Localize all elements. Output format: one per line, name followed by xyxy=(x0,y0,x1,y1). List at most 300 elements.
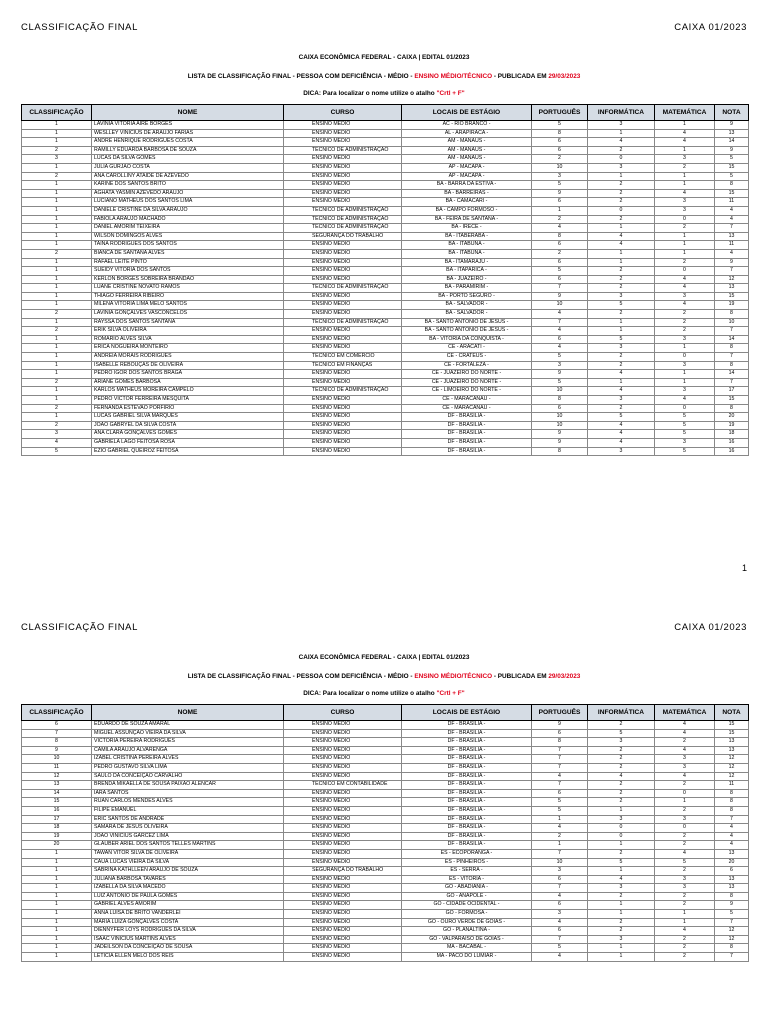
document-title: CAIXA ECONÔMICA FEDERAL - CAIXA | EDITAL 01/2023 xyxy=(298,654,470,661)
cell-nota: 8 xyxy=(715,892,749,901)
cell-nota: 12 xyxy=(715,755,749,764)
cell-curso: ENSINO MÉDIO xyxy=(284,884,402,893)
cell-nome: JULIA GURJÃO COSTA xyxy=(92,163,284,172)
cell-classificacao: 19 xyxy=(22,832,92,841)
cell-local: CE - FORTALEZA - xyxy=(402,361,532,370)
cell-classificacao: 1 xyxy=(22,918,92,927)
cell-matematica: 3 xyxy=(655,335,715,344)
cell-informatica: 2 xyxy=(588,404,655,413)
cell-nota: 8 xyxy=(715,361,749,370)
cell-informatica: 4 xyxy=(588,232,655,241)
cell-local: DF - BRASILIA - xyxy=(402,763,532,772)
cell-classificacao: 15 xyxy=(22,798,92,807)
cell-nome: THIAGO FERREIRA RIBEIRO xyxy=(92,292,284,301)
cell-nome: FABIOLA ARAUJO MACHADO xyxy=(92,215,284,224)
cell-informatica: 1 xyxy=(588,901,655,910)
cell-nota: 8 xyxy=(715,404,749,413)
cell-nota: 15 xyxy=(715,729,749,738)
cell-classificacao: 1 xyxy=(22,335,92,344)
cell-local: GO - PLANALTINA - xyxy=(402,927,532,936)
cell-informatica: 3 xyxy=(588,163,655,172)
table-row xyxy=(22,224,749,233)
cell-classificacao: 1 xyxy=(22,849,92,858)
cell-nota: 13 xyxy=(715,738,749,747)
cell-nome: BIANCA DE SANTANA ALVES xyxy=(92,249,284,258)
table-row xyxy=(22,849,749,858)
cell-informatica: 2 xyxy=(588,353,655,362)
table-row xyxy=(22,241,749,250)
cell-nota: 9 xyxy=(715,146,749,155)
cell-informatica: 2 xyxy=(588,918,655,927)
table-row xyxy=(22,353,749,362)
cell-nota: 17 xyxy=(715,387,749,396)
col-header-classificacao: CLASSIFICAÇÃO xyxy=(22,705,92,721)
cell-classificacao: 2 xyxy=(22,327,92,336)
cell-matematica: 2 xyxy=(655,867,715,876)
cell-local: CE - JUAZEIRO DO NORTE - xyxy=(402,370,532,379)
cell-portugues: 6 xyxy=(532,404,588,413)
cell-curso: TÉCNICO DE ADMINISTRAÇÃO xyxy=(284,318,402,327)
cell-curso: ENSINO MÉDIO xyxy=(284,335,402,344)
cell-curso: ENSINO MÉDIO xyxy=(284,138,402,147)
cell-nome: PEDRO GUSTAVO SILVA LIMA xyxy=(92,763,284,772)
cell-local: BA - CAMPO FORMOSO - xyxy=(402,206,532,215)
table-row xyxy=(22,189,749,198)
cell-classificacao: 20 xyxy=(22,841,92,850)
cell-matematica: 3 xyxy=(655,755,715,764)
cell-portugues: 5 xyxy=(532,121,588,130)
cell-nota: 11 xyxy=(715,241,749,250)
cell-curso: ENSINO MÉDIO xyxy=(284,438,402,447)
cell-nome: DANIELE CRISTINE DA SILVA ARAUJO xyxy=(92,206,284,215)
cell-nota: 12 xyxy=(715,935,749,944)
cell-classificacao: 1 xyxy=(22,284,92,293)
cell-nota: 20 xyxy=(715,413,749,422)
cell-classificacao: 1 xyxy=(22,953,92,962)
cell-local: BA - SALVADOR - xyxy=(402,310,532,319)
cell-nome: RAMILLY EDUARDA BARBOSA DE SOUZA xyxy=(92,146,284,155)
cell-nota: 8 xyxy=(715,789,749,798)
cell-classificacao: 5 xyxy=(22,447,92,456)
cell-classificacao: 2 xyxy=(22,146,92,155)
cell-nota: 15 xyxy=(715,396,749,405)
cell-portugues: 4 xyxy=(532,918,588,927)
cell-matematica: 3 xyxy=(655,198,715,207)
cell-nota: 13 xyxy=(715,284,749,293)
cell-curso: ENSINO MÉDIO xyxy=(284,858,402,867)
cell-informatica: 4 xyxy=(588,370,655,379)
cell-nome: GABRIEL ALVES AMORIM xyxy=(92,901,284,910)
cell-matematica: 1 xyxy=(655,172,715,181)
cell-nome: GLAUBER ARIEL DOS SANTOS TELLES MARTINS xyxy=(92,841,284,850)
cell-curso: ENSINO MÉDIO xyxy=(284,275,402,284)
cell-curso: ENSINO MÉDIO xyxy=(284,721,402,730)
cell-matematica: 5 xyxy=(655,858,715,867)
table-row xyxy=(22,721,749,730)
table-row xyxy=(22,953,749,962)
cell-nota: 7 xyxy=(715,953,749,962)
cell-classificacao: 1 xyxy=(22,344,92,353)
cell-informatica: 2 xyxy=(588,310,655,319)
cell-nota: 7 xyxy=(715,353,749,362)
cell-classificacao: 1 xyxy=(22,241,92,250)
cell-nome: MILENA VITÓRIA LIMA MELO SANTOS xyxy=(92,301,284,310)
cell-nome: ROMARIO ALVES SILVA xyxy=(92,335,284,344)
cell-nota: 9 xyxy=(715,258,749,267)
table-row xyxy=(22,206,749,215)
cell-local: ES - VITORIA - xyxy=(402,875,532,884)
cell-informatica: 3 xyxy=(588,292,655,301)
document-page-2 xyxy=(0,600,768,1024)
cell-curso: ENSINO MÉDIO xyxy=(284,172,402,181)
cell-curso: ENSINO MÉDIO xyxy=(284,198,402,207)
cell-matematica: 4 xyxy=(655,729,715,738)
cell-curso: SEGURANÇA DO TRABALHO xyxy=(284,867,402,876)
cell-classificacao: 1 xyxy=(22,884,92,893)
cell-curso: ENSINO MÉDIO xyxy=(284,875,402,884)
table-row xyxy=(22,892,749,901)
cell-matematica: 3 xyxy=(655,763,715,772)
cell-classificacao: 3 xyxy=(22,430,92,439)
cell-curso: ENSINO MÉDIO xyxy=(284,901,402,910)
cell-nota: 13 xyxy=(715,884,749,893)
table-row xyxy=(22,301,749,310)
cell-portugues: 10 xyxy=(532,421,588,430)
cell-nome: LUCAS GABRIEL SILVA MARQUES xyxy=(92,413,284,422)
table-row xyxy=(22,181,749,190)
table-row xyxy=(22,249,749,258)
cell-local: BA - ITABUNA - xyxy=(402,249,532,258)
cell-classificacao: 2 xyxy=(22,404,92,413)
cell-classificacao: 1 xyxy=(22,121,92,130)
cell-portugues: 7 xyxy=(532,746,588,755)
cell-nome: RAYSSA DOS SANTOS SANTANA xyxy=(92,318,284,327)
cell-informatica: 3 xyxy=(588,121,655,130)
cell-matematica: 2 xyxy=(655,258,715,267)
cell-local: BA - ITABUNA - xyxy=(402,241,532,250)
cell-matematica: 2 xyxy=(655,318,715,327)
cell-informatica: 3 xyxy=(588,447,655,456)
cell-matematica: 2 xyxy=(655,892,715,901)
table-row xyxy=(22,378,749,387)
cell-local: DF - BRASILIA - xyxy=(402,772,532,781)
cell-curso: ENSINO MÉDIO xyxy=(284,327,402,336)
cell-curso: TÉCNICO DE ADMINISTRAÇÃO xyxy=(284,224,402,233)
cell-nota: 8 xyxy=(715,310,749,319)
cell-nome: LUCAS DA SILVA GOMES xyxy=(92,155,284,164)
cell-nome: EDUARDO DE SOUZA AMARAL xyxy=(92,721,284,730)
cell-nota: 6 xyxy=(715,867,749,876)
table-row xyxy=(22,858,749,867)
cell-matematica: 1 xyxy=(655,121,715,130)
cell-curso: TÉCNICO DE ADMINISTRAÇÃO xyxy=(284,387,402,396)
cell-local: DF - BRASILIA - xyxy=(402,832,532,841)
cell-classificacao: 9 xyxy=(22,746,92,755)
cell-nome: ERICA NOGUEIRA MONTEIRO xyxy=(92,344,284,353)
cell-curso: ENSINO MÉDIO xyxy=(284,301,402,310)
cell-portugues: 4 xyxy=(532,310,588,319)
col-header-nota: NOTA xyxy=(715,105,749,121)
cell-nome: CAMILA ARAUJO ALVARENGA xyxy=(92,746,284,755)
cell-local: CE - JUAZEIRO DO NORTE - xyxy=(402,378,532,387)
cell-local: DF - BRASILIA - xyxy=(402,806,532,815)
cell-classificacao: 13 xyxy=(22,781,92,790)
cell-curso: ENSINO MÉDIO xyxy=(284,841,402,850)
table-row xyxy=(22,935,749,944)
cell-curso: ENSINO MÉDIO xyxy=(284,824,402,833)
cell-informatica: 0 xyxy=(588,824,655,833)
cell-nota: 9 xyxy=(715,121,749,130)
cell-nome: ISAAC VINICIUS MARTINS ALVES xyxy=(92,935,284,944)
cell-portugues: 7 xyxy=(532,763,588,772)
cell-portugues: 8 xyxy=(532,738,588,747)
cell-nome: PEDRO IGOR DOS SANTOS BRAGA xyxy=(92,370,284,379)
cell-portugues: 8 xyxy=(532,396,588,405)
table-row xyxy=(22,763,749,772)
cell-nota: 14 xyxy=(715,138,749,147)
table-row xyxy=(22,421,749,430)
cell-portugues: 5 xyxy=(532,353,588,362)
cell-nota: 14 xyxy=(715,370,749,379)
cell-nota: 7 xyxy=(715,378,749,387)
cell-matematica: 2 xyxy=(655,224,715,233)
cell-informatica: 2 xyxy=(588,789,655,798)
table-row xyxy=(22,772,749,781)
cell-nome: ERIK SILVA OLIVEIRA xyxy=(92,327,284,336)
cell-local: DF - BRASILIA - xyxy=(402,746,532,755)
cell-classificacao: 1 xyxy=(22,189,92,198)
cell-classificacao: 2 xyxy=(22,421,92,430)
cell-local: DF - BRASILIA - xyxy=(402,789,532,798)
cell-informatica: 1 xyxy=(588,910,655,919)
cell-matematica: 5 xyxy=(655,447,715,456)
cell-local: BA - SANTO ANTONIO DE JESUS - xyxy=(402,327,532,336)
cell-portugues: 3 xyxy=(532,867,588,876)
table-row xyxy=(22,370,749,379)
cell-matematica: 0 xyxy=(655,404,715,413)
cell-nota: 13 xyxy=(715,232,749,241)
cell-nota: 7 xyxy=(715,224,749,233)
col-header-informatica: INFORMÁTICA xyxy=(588,705,655,721)
table-row xyxy=(22,387,749,396)
cell-nota: 11 xyxy=(715,781,749,790)
cell-nome: SAMARA DE JESUS OLIVEIRA xyxy=(92,824,284,833)
cell-portugues: 6 xyxy=(532,275,588,284)
cell-classificacao: 1 xyxy=(22,927,92,936)
cell-portugues: 4 xyxy=(532,892,588,901)
cell-curso: ENSINO MÉDIO xyxy=(284,944,402,953)
cell-classificacao: 1 xyxy=(22,129,92,138)
table-row xyxy=(22,447,749,456)
cell-portugues: 5 xyxy=(532,798,588,807)
cell-portugues: 7 xyxy=(532,318,588,327)
cell-local: AM - MANAUS - xyxy=(402,146,532,155)
cell-nome: CAUÃ LUCAS VIEIRA DA SILVA xyxy=(92,858,284,867)
table-row xyxy=(22,335,749,344)
table-row xyxy=(22,824,749,833)
table-row xyxy=(22,163,749,172)
cell-nome: TAWAN VITOR SILVA DE OLIVEIRA xyxy=(92,849,284,858)
cell-classificacao: 14 xyxy=(22,789,92,798)
cell-curso: ENSINO MÉDIO xyxy=(284,755,402,764)
cell-local: BA - ITABERABA - xyxy=(402,232,532,241)
cell-classificacao: 1 xyxy=(22,387,92,396)
cell-matematica: 2 xyxy=(655,806,715,815)
cell-nome: IZABEL CRISTINA PEREIRA ALVES xyxy=(92,755,284,764)
cell-classificacao: 1 xyxy=(22,181,92,190)
cell-local: CE - ARACATI - xyxy=(402,344,532,353)
cell-informatica: 2 xyxy=(588,181,655,190)
cell-informatica: 2 xyxy=(588,198,655,207)
cell-nota: 18 xyxy=(715,430,749,439)
cell-nome: MARIA LUIZA GONÇALVES COSTA xyxy=(92,918,284,927)
table-row xyxy=(22,413,749,422)
cell-nome: RUAN CARLOS MENDES ALVES xyxy=(92,798,284,807)
col-header-portugues: PORTUGUÊS xyxy=(532,105,588,121)
cell-matematica: 0 xyxy=(655,824,715,833)
cell-matematica: 3 xyxy=(655,292,715,301)
cell-local: DF - BRASILIA - xyxy=(402,841,532,850)
cell-informatica: 4 xyxy=(588,772,655,781)
cell-matematica: 3 xyxy=(655,387,715,396)
cell-curso: TÉCNICO DE ADMINISTRAÇÃO xyxy=(284,215,402,224)
cell-matematica: 1 xyxy=(655,232,715,241)
cell-curso: ENSINO MÉDIO xyxy=(284,738,402,747)
cell-classificacao: 1 xyxy=(22,267,92,276)
cell-nota: 4 xyxy=(715,841,749,850)
table-row xyxy=(22,875,749,884)
cell-nome: SABRINA KATHLLEEN ARAUJO DE SOUZA xyxy=(92,867,284,876)
cell-nome: GABRIELA LAGO FEITOSA ROSA xyxy=(92,438,284,447)
table-row xyxy=(22,944,749,953)
table-row xyxy=(22,215,749,224)
cell-portugues: 2 xyxy=(532,155,588,164)
cell-informatica: 5 xyxy=(588,301,655,310)
cell-local: BA - ITAPARICA - xyxy=(402,267,532,276)
cell-matematica: 3 xyxy=(655,206,715,215)
cell-nome: KARINE DOS SANTOS BRITO xyxy=(92,181,284,190)
cell-portugues: 5 xyxy=(532,267,588,276)
cell-matematica: 2 xyxy=(655,781,715,790)
table-row xyxy=(22,910,749,919)
cell-classificacao: 1 xyxy=(22,232,92,241)
col-header-matematica: MATEMÁTICA xyxy=(655,705,715,721)
cell-curso: ENSINO MÉDIO xyxy=(284,249,402,258)
cell-nota: 15 xyxy=(715,292,749,301)
page-header-edital: CAIXA 01/2023 xyxy=(674,22,747,33)
table-row xyxy=(22,232,749,241)
cell-curso: TÉCNICO EM FINANÇAS xyxy=(284,361,402,370)
cell-matematica: 1 xyxy=(655,918,715,927)
cell-classificacao: 1 xyxy=(22,901,92,910)
cell-matematica: 3 xyxy=(655,884,715,893)
table-row xyxy=(22,267,749,276)
cell-matematica: 4 xyxy=(655,721,715,730)
cell-classificacao: 8 xyxy=(22,738,92,747)
cell-nome: KARLOS MATHEUS MOREIRA CAMPELO xyxy=(92,387,284,396)
col-header-curso: CURSO xyxy=(284,105,402,121)
cell-curso: ENSINO MÉDIO xyxy=(284,163,402,172)
cell-curso: SEGURANÇA DO TRABALHO xyxy=(284,232,402,241)
cell-classificacao: 12 xyxy=(22,772,92,781)
document-subtitle: LISTA DE CLASSIFICAÇÃO FINAL - PESSOA COM DEFICIÊNCIA - MÉDIO - ENSINO MÉDIO/TÉCNICO - PUBLICADA EM 29/03/2023 xyxy=(187,73,581,80)
cell-classificacao: 2 xyxy=(22,310,92,319)
cell-local: GO - CIDADE OCIDENTAL - xyxy=(402,901,532,910)
cell-local: AM - MANAUS - xyxy=(402,155,532,164)
cell-portugues: 1 xyxy=(532,815,588,824)
cell-classificacao: 1 xyxy=(22,396,92,405)
cell-matematica: 3 xyxy=(655,875,715,884)
cell-nota: 4 xyxy=(715,215,749,224)
col-header-portugues: PORTUGUÊS xyxy=(532,705,588,721)
cell-local: AM - MANAUS - xyxy=(402,138,532,147)
ranking-table xyxy=(21,704,749,962)
cell-nome: ANA CLARA GONÇALVES GOMES xyxy=(92,430,284,439)
cell-matematica: 2 xyxy=(655,832,715,841)
table-row xyxy=(22,292,749,301)
cell-nome: ARIANE GOMES BARBOSA xyxy=(92,378,284,387)
cell-local: BA - PARAMIRIM - xyxy=(402,284,532,293)
cell-nome: TAINA RODRIGUES DOS SANTOS xyxy=(92,241,284,250)
cell-nota: 12 xyxy=(715,275,749,284)
table-row xyxy=(22,284,749,293)
cell-portugues: 8 xyxy=(532,447,588,456)
cell-nome: IZABELLA DA SILVA MACEDO xyxy=(92,884,284,893)
cell-local: BA - SANTO ANTONIO DE JESUS - xyxy=(402,318,532,327)
cell-curso: ENSINO MÉDIO xyxy=(284,789,402,798)
table-row xyxy=(22,927,749,936)
cell-nota: 7 xyxy=(715,918,749,927)
cell-nome: KERLON BORGES SOBREIRA BRANDÃO xyxy=(92,275,284,284)
cell-informatica: 4 xyxy=(588,438,655,447)
cell-local: DF - BRASILIA - xyxy=(402,438,532,447)
cell-curso: ENSINO MÉDIO xyxy=(284,832,402,841)
cell-nota: 10 xyxy=(715,318,749,327)
cell-nome: JADEILSON DA CONCEIÇÃO DE SOUSA xyxy=(92,944,284,953)
cell-nota: 20 xyxy=(715,858,749,867)
cell-informatica: 1 xyxy=(588,318,655,327)
cell-matematica: 4 xyxy=(655,927,715,936)
cell-portugues: 3 xyxy=(532,910,588,919)
cell-local: GO - OURO VERDE DE GOIAS - xyxy=(402,918,532,927)
cell-curso: ENSINO MÉDIO xyxy=(284,378,402,387)
cell-informatica: 0 xyxy=(588,832,655,841)
cell-matematica: 5 xyxy=(655,413,715,422)
cell-portugues: 9 xyxy=(532,430,588,439)
cell-matematica: 2 xyxy=(655,310,715,319)
cell-curso: ENSINO MÉDIO xyxy=(284,121,402,130)
cell-informatica: 1 xyxy=(588,327,655,336)
cell-local: BA - SALVADOR - xyxy=(402,301,532,310)
table-row xyxy=(22,841,749,850)
cell-local: DF - BRASILIA - xyxy=(402,781,532,790)
cell-matematica: 1 xyxy=(655,344,715,353)
col-header-locais: LOCAIS DE ESTÁGIO xyxy=(402,105,532,121)
page-header-title: CLASSIFICAÇÃO FINAL xyxy=(21,22,138,33)
cell-informatica: 1 xyxy=(588,806,655,815)
cell-portugues: 9 xyxy=(532,189,588,198)
cell-local: BA - VITORIA DA CONQUISTA - xyxy=(402,335,532,344)
table-row xyxy=(22,755,749,764)
cell-portugues: 10 xyxy=(532,387,588,396)
col-header-nome: NOME xyxy=(92,105,284,121)
cell-curso: TÉCNICO DE ADMINISTRAÇÃO xyxy=(284,146,402,155)
cell-local: ES - SERRA - xyxy=(402,867,532,876)
cell-portugues: 6 xyxy=(532,138,588,147)
cell-informatica: 1 xyxy=(588,378,655,387)
cell-curso: ENSINO MÉDIO xyxy=(284,310,402,319)
col-header-locais: LOCAIS DE ESTÁGIO xyxy=(402,705,532,721)
